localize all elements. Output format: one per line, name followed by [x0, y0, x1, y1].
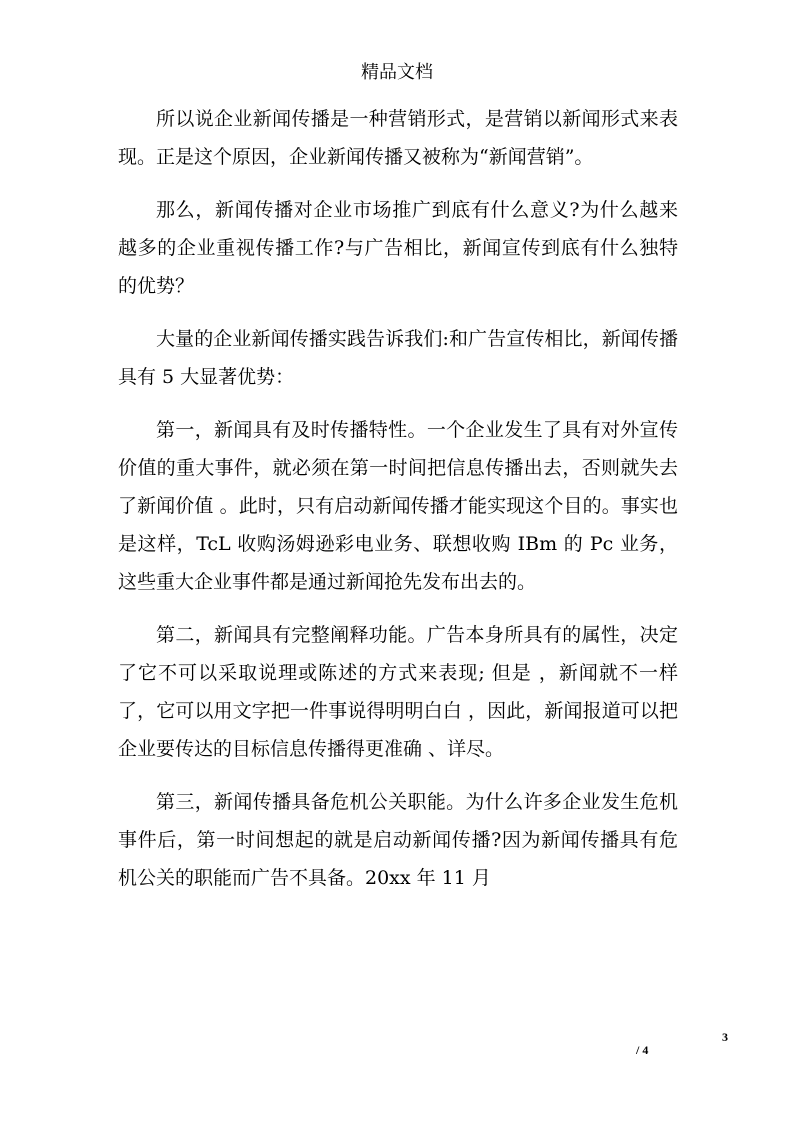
- page-number: 3: [722, 1030, 728, 1044]
- paragraph: 所以说企业新闻传播是一种营销形式，是营销以新闻形式来表现。正是这个原因，企业新闻传播又被称为“新闻营销”。: [118, 108, 678, 168]
- paragraph: 第三，新闻传播具备危机公关职能。为什么许多企业发生危机事件后，第一时间想起的就是启动新闻传播?因为新闻传播具有危机公关的职能而广告不具备。20xx 年 11 月: [118, 791, 678, 889]
- paragraph: 第二，新闻具有完整阐释功能。广告本身所具有的属性，决定了它不可以采取说理或陈述的方式来表现; 但是 ，新闻就不一样了，它可以用文字把一件事说得明明白白 ，因此，新闻报道可以把企业要传达的目标信息传播得更准确 、详尽。: [118, 624, 678, 760]
- document-body: [118, 100, 678, 912]
- paragraph: 第一，新闻具有及时传播特性。一个企业发生了具有对外宣传价值的重大事件，就必须在第一时间把信息传播出去，否则就失去了新闻价值 。此时，只有启动新闻传播才能实现这个目的。事实也是这样，TcL 收购汤姆逊彩电业务、联想收购 IBm 的 Pc 业务，这些重大企业事件都是通过新闻抢先发布出去的。: [118, 419, 678, 593]
- paragraph: 那么，新闻传播对企业市场推广到底有什么意义?为什么越来越多的企业重视传播工作?与广告相比，新闻宣传到底有什么独特的优势？: [118, 199, 678, 297]
- page-total: / 4: [636, 1043, 649, 1057]
- page-header-title: 精品文档: [361, 62, 433, 83]
- paragraph: 大量的企业新闻传播实践告诉我们:和广告宣传相比，新闻传播具有 5 大显著优势：: [118, 328, 678, 388]
